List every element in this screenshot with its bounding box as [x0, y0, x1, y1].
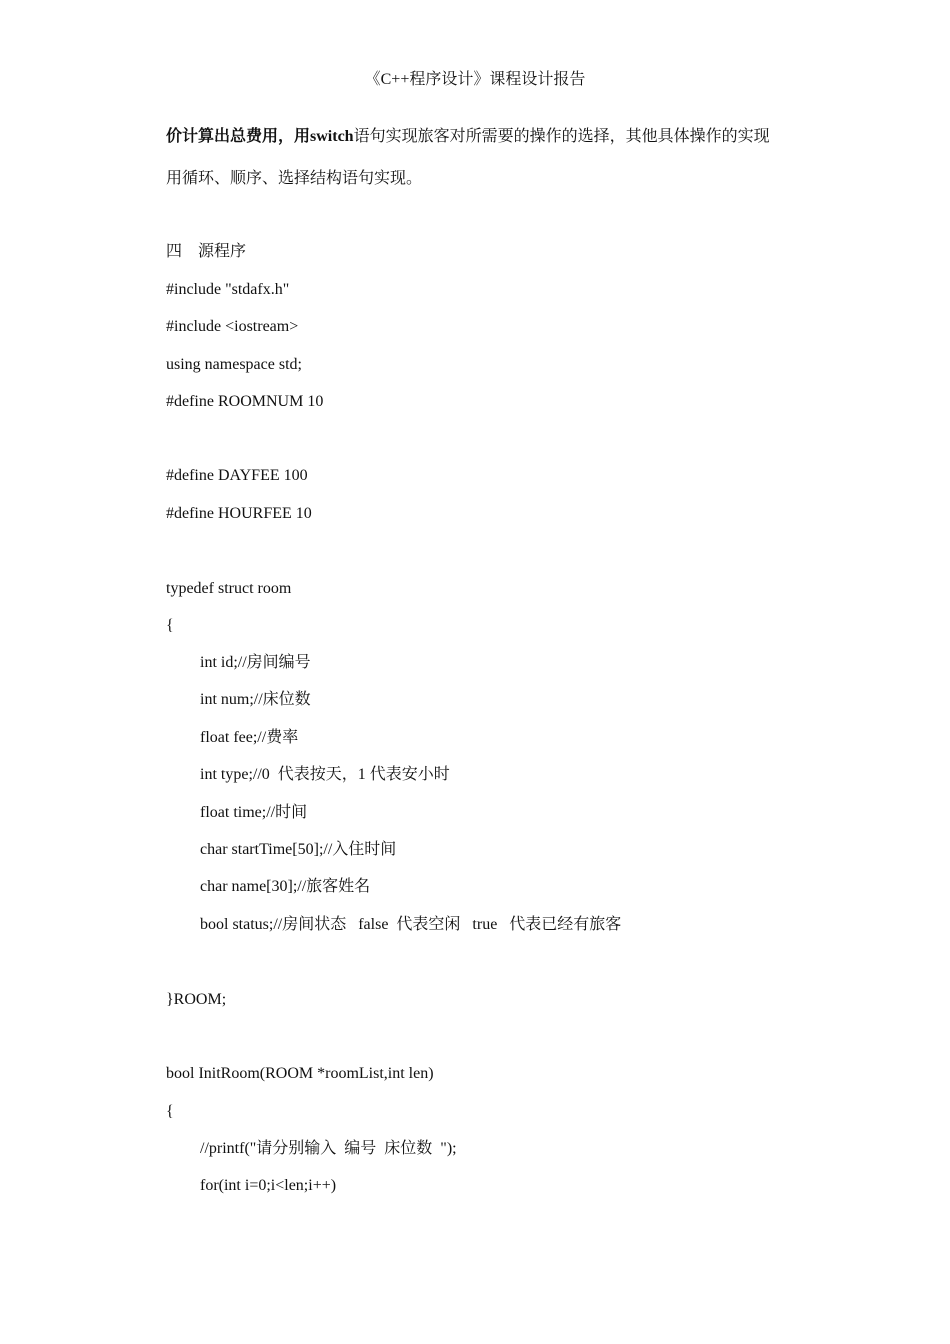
intro-bold-lead: 价计算出总费用，用 — [166, 128, 311, 145]
code-line: #define DAYFEE 100 — [166, 467, 308, 484]
code-line: char name[30];//旅客姓名 — [200, 878, 371, 895]
intro-paragraph-line-2: 用循环、顺序、选择结构语句实现。 — [166, 170, 423, 187]
intro-rest: 语句实现旅客对所需要的操作的选择，其他具体操作的实现 — [353, 128, 770, 145]
code-line: float fee;//费率 — [200, 729, 299, 746]
code-line: for(int i=0;i<len;i++) — [200, 1177, 337, 1194]
code-line: //printf("请分别输入 编号 床位数 "); — [200, 1140, 457, 1157]
code-line: #include "stdafx.h" — [166, 281, 290, 298]
section-heading: 四 源程序 — [166, 243, 247, 260]
code-line: bool InitRoom(ROOM *roomList,int len) — [166, 1065, 434, 1082]
code-line: typedef struct room — [166, 580, 292, 597]
page-header: 《C++程序设计》课程设计报告 — [364, 71, 586, 88]
code-line: int id;//房间编号 — [200, 654, 311, 671]
code-line: #include <iostream> — [166, 318, 299, 335]
intro-paragraph-line-1 — [166, 125, 826, 149]
code-line: bool status;//房间状态 false 代表空闲 true 代表已经有旅客 — [200, 916, 622, 933]
code-line: float time;//时间 — [200, 804, 308, 821]
code-line: #define HOURFEE 10 — [166, 505, 312, 522]
code-line: char startTime[50];//入住时间 — [200, 841, 397, 858]
code-line: #define ROOMNUM 10 — [166, 393, 324, 410]
code-line: using namespace std; — [166, 356, 302, 373]
code-line: }ROOM; — [166, 991, 227, 1008]
code-line: { — [166, 1103, 174, 1120]
code-line: int num;//床位数 — [200, 691, 311, 708]
intro-keyword: switch — [310, 128, 354, 145]
code-line: int type;//0 代表按天，1 代表安小时 — [200, 766, 450, 783]
code-line: { — [166, 617, 174, 634]
